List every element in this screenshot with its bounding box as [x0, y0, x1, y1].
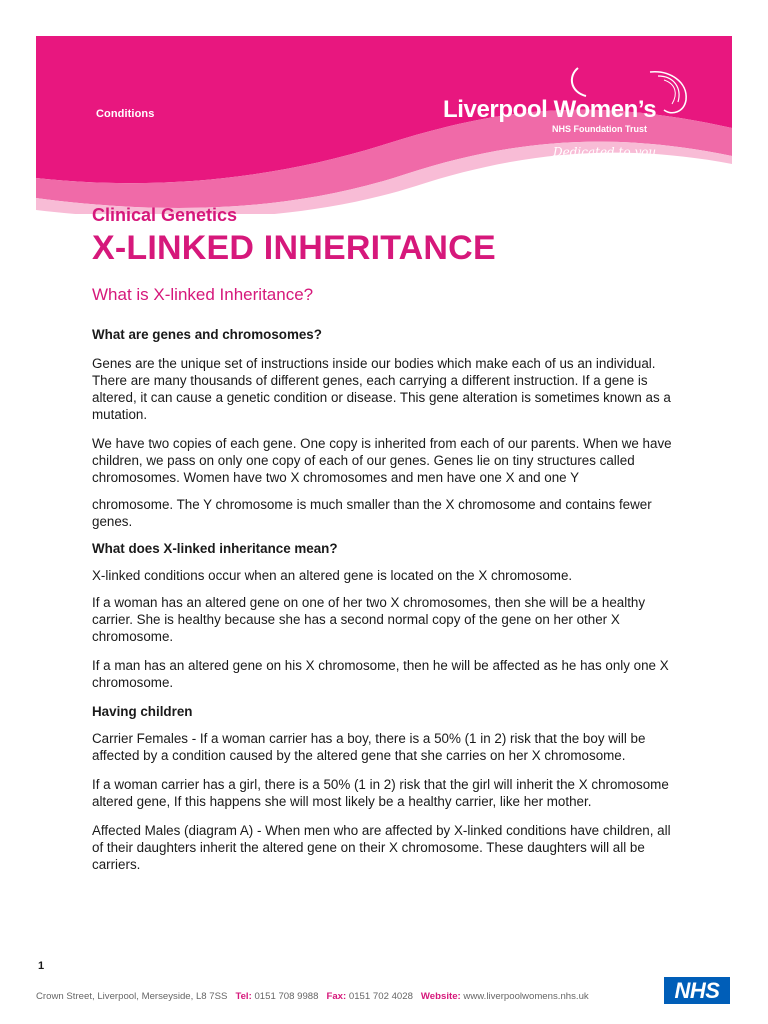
- fax-label: Fax:: [326, 991, 347, 1002]
- subtitle: What is X-linked Inheritance?: [92, 285, 314, 304]
- heading-x-linked: What does X-linked inheritance mean?: [92, 541, 338, 556]
- tel-number: 0151 708 9988: [254, 991, 319, 1002]
- org-trust: NHS Foundation Trust: [552, 124, 647, 134]
- paragraph: Genes are the unique set of instructions inside our bodies which make each of us an individual. There are many thousands of different genes, each carrying a different instruction. If a gene is altered, it can cause a genetic condition or disease. This gene alteration is sometimes known as a mutation.: [92, 356, 671, 422]
- paragraph: Affected Males (diagram A) - When men who are affected by X-linked conditions have children, all of their daughters inherit the altered gene on their X chromosome. These daughters will all be carriers.: [92, 823, 671, 872]
- section-label: Clinical Genetics: [92, 205, 238, 225]
- tel-label: Tel:: [235, 991, 252, 1002]
- paragraph: If a woman has an altered gene on one of her two X chromosomes, then she will be a healthy carrier. She is healthy because she has a second normal copy of the gene on her other X chromosome.: [92, 595, 646, 644]
- website-label: Website:: [420, 991, 461, 1002]
- paragraph: X-linked conditions occur when an altered gene is located on the X chromosome.: [92, 568, 573, 583]
- heading-genes: What are genes and chromosomes?: [92, 327, 322, 342]
- fax-number: 0151 702 4028: [348, 991, 413, 1002]
- paragraph: We have two copies of each gene. One copy is inherited from each of our parents. When we have children, we pass on only one copy of each of our genes. Genes lie on tiny structures called chromosomes. Women have two X chromosomes and men have one X and one Y: [92, 436, 672, 485]
- website-link[interactable]: www.liverpoolwomens.nhs.uk: [463, 991, 589, 1002]
- page-title: X-LINKED INHERITANCE: [92, 229, 496, 267]
- heading-having-children: Having children: [92, 704, 193, 719]
- footer-address: Crown Street, Liverpool, Merseyside, L8 7SS: [36, 991, 228, 1002]
- nhs-logo: NHS: [664, 977, 730, 1004]
- paragraph: chromosome. The Y chromosome is much smaller than the X chromosome and contains fewer genes.: [92, 497, 652, 529]
- paragraph: If a man has an altered gene on his X chromosome, then he will be affected as he has only one X chromosome.: [92, 658, 669, 690]
- org-tagline: Dedicated to you: [553, 145, 657, 159]
- footer-contact: [36, 991, 589, 1002]
- paragraph: Carrier Females - If a woman carrier has a boy, there is a 50% (1 in 2) risk that the boy will be affected by a condition caused by the altered gene that she carries on her X chromosome.: [92, 731, 646, 763]
- org-name: Liverpool Women’s: [443, 96, 657, 123]
- section-tag: Conditions: [96, 108, 155, 120]
- page-number: 1: [38, 960, 45, 972]
- document-body: [92, 204, 682, 873]
- paragraph: If a woman carrier has a girl, there is a 50% (1 in 2) risk that the girl will inherit the X chromosome altered gene, If this happens she will most likely be a healthy carrier, like her mother.: [92, 777, 669, 809]
